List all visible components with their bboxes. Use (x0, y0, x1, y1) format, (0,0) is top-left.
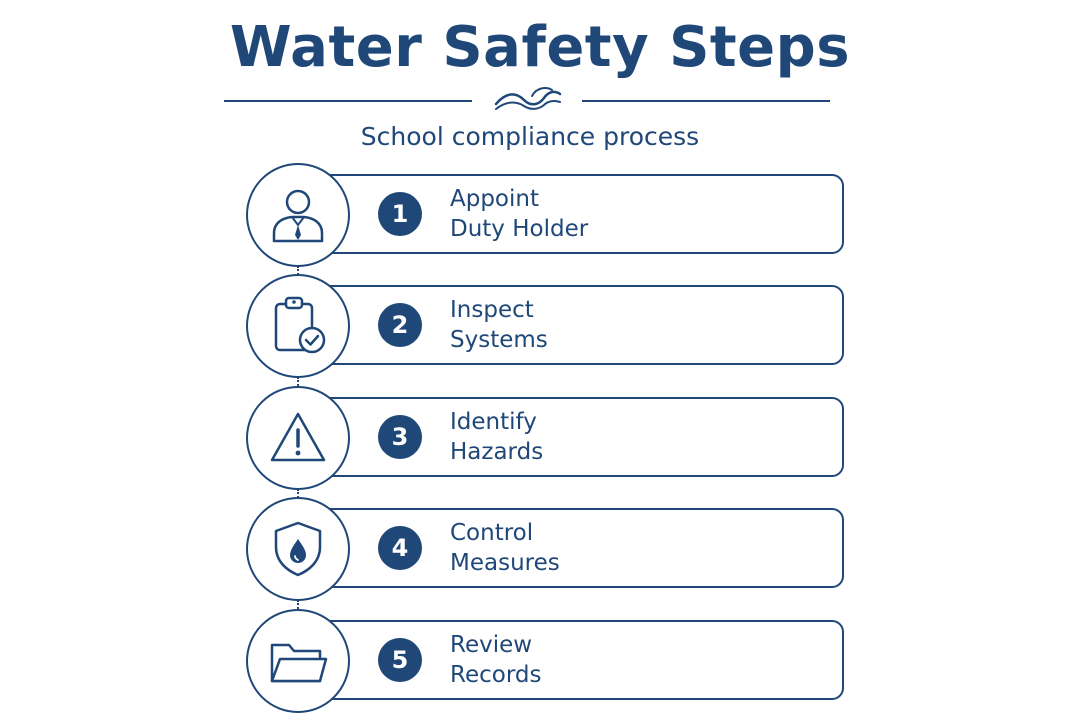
step-icon-circle (246, 386, 350, 490)
step-3 (246, 386, 846, 490)
step-label-line1: Control (450, 520, 534, 546)
folder-icon (268, 631, 328, 691)
divider-left (224, 100, 472, 102)
step-label-line1: Appoint (450, 186, 539, 212)
step-icon-circle (246, 497, 350, 601)
step-2 (246, 274, 846, 378)
wave-icon (492, 84, 564, 112)
clipboard-check-icon (268, 296, 328, 356)
divider-right (582, 100, 830, 102)
step-label-line1: Review (450, 632, 533, 658)
step-number-badge: 1 (378, 192, 422, 236)
step-4 (246, 497, 846, 601)
step-label-line2: Records (450, 662, 542, 688)
step-label (450, 295, 830, 355)
step-label-line2: Hazards (450, 439, 544, 465)
step-5 (246, 609, 846, 713)
step-label (450, 184, 830, 244)
step-number-badge: 4 (378, 526, 422, 570)
step-label-line2: Measures (450, 550, 560, 576)
page-title: Water Safety Steps (229, 15, 851, 80)
step-label-line2: Systems (450, 327, 548, 353)
step-1 (246, 163, 846, 267)
step-label (450, 630, 830, 690)
warning-triangle-icon (268, 408, 328, 468)
step-icon-circle (246, 163, 350, 267)
step-icon-circle (246, 609, 350, 713)
step-number-badge: 5 (378, 638, 422, 682)
step-label-line1: Inspect (450, 297, 534, 323)
step-icon-circle (246, 274, 350, 378)
step-label-line1: Identify (450, 409, 537, 435)
step-label (450, 407, 830, 467)
shield-water-drop-icon (268, 519, 328, 579)
person-with-tie-icon (268, 185, 328, 245)
step-label-line2: Duty Holder (450, 216, 589, 242)
step-number-badge: 3 (378, 415, 422, 459)
step-number-badge: 2 (378, 303, 422, 347)
step-label (450, 518, 830, 578)
page-subtitle: School compliance process (360, 122, 700, 151)
